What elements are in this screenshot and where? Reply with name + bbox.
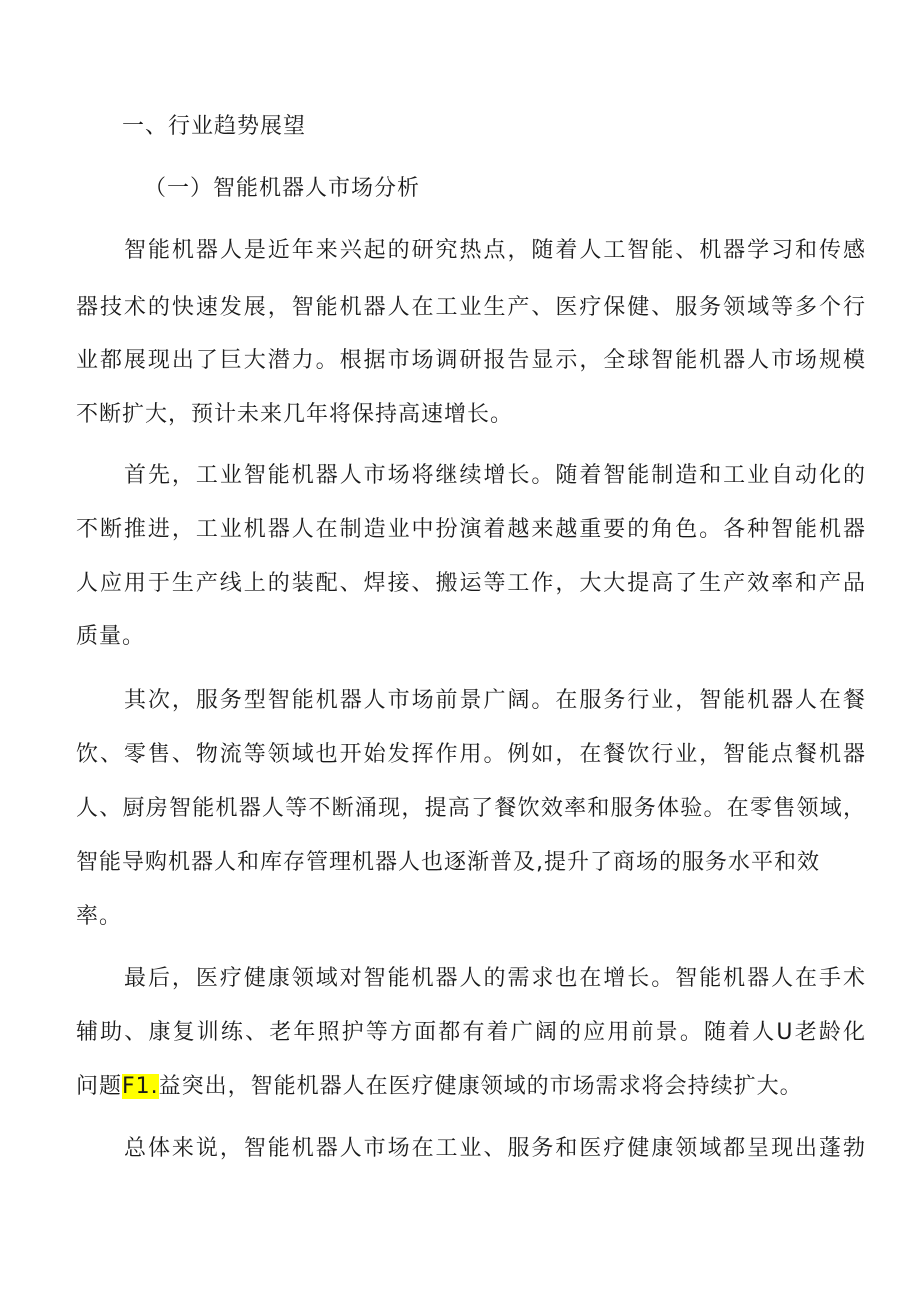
paragraph-2-line-1: 首先，工业智能机器人市场将继续增长。随着智能制造和工业自动化的 bbox=[124, 463, 866, 488]
paragraph-4-line-3-after: 益突出，智能机器人在医疗健康领域的市场需求将会持续扩大。 bbox=[158, 1074, 803, 1099]
subsection-heading: （一）智能机器人市场分析 bbox=[144, 176, 421, 201]
paragraph-1-line-2: 器技术的快速发展，智能机器人在工业生产、医疗保健、服务领域等多个行 bbox=[76, 295, 866, 320]
paragraph-4-line-3-before: 问题 bbox=[76, 1074, 123, 1099]
paragraph-3-line-4: 智能导购机器人和库存管理机器人也逐渐普及,提升了商场的服务水平和效 bbox=[76, 850, 820, 875]
paragraph-3-line-1: 其次，服务型智能机器人市场前景广阔。在服务行业，智能机器人在餐 bbox=[124, 688, 866, 713]
paragraph-3-line-3: 人、厨房智能机器人等不断涌现，提高了餐饮效率和服务体验。在零售领域， bbox=[76, 796, 866, 821]
paragraph-3-line-5: 率。 bbox=[76, 904, 123, 929]
paragraph-2-line-3: 人应用于生产线上的装配、焊接、搬运等工作，大大提高了生产效率和产品 bbox=[76, 571, 866, 596]
paragraph-1-line-1: 智能机器人是近年来兴起的研究热点，随着人工智能、机器学习和传感 bbox=[124, 238, 866, 263]
paragraph-5-line-1: 总体来说，智能机器人市场在工业、服务和医疗健康领域都呈现出蓬勃 bbox=[124, 1136, 866, 1161]
paragraph-1-line-4: 不断扩大，预计未来几年将保持高速增长。 bbox=[76, 402, 514, 427]
paragraph-4-line-1: 最后，医疗健康领域对智能机器人的需求也在增长。智能机器人在手术 bbox=[124, 966, 866, 991]
paragraph-2-line-4: 质量。 bbox=[76, 624, 146, 649]
highlighted-text: F1. bbox=[122, 1074, 159, 1099]
paragraph-2-line-2: 不断推进，工业机器人在制造业中扮演着越来越重要的角色。各种智能机器 bbox=[76, 517, 866, 542]
paragraph-1-line-3: 业都展现出了巨大潜力。根据市场调研报告显示，全球智能机器人市场规模 bbox=[76, 348, 866, 373]
paragraph-3-line-2: 饮、零售、物流等领域也开始发挥作用。例如，在餐饮行业，智能点餐机器 bbox=[76, 742, 866, 767]
section-heading: 一、行业趋势展望 bbox=[122, 114, 307, 139]
paragraph-4-line-2: 辅助、康复训练、老年照护等方面都有着广阔的应用前景。随着人U老龄化 bbox=[76, 1020, 866, 1045]
paragraph-4-line-3 bbox=[76, 1072, 866, 1102]
